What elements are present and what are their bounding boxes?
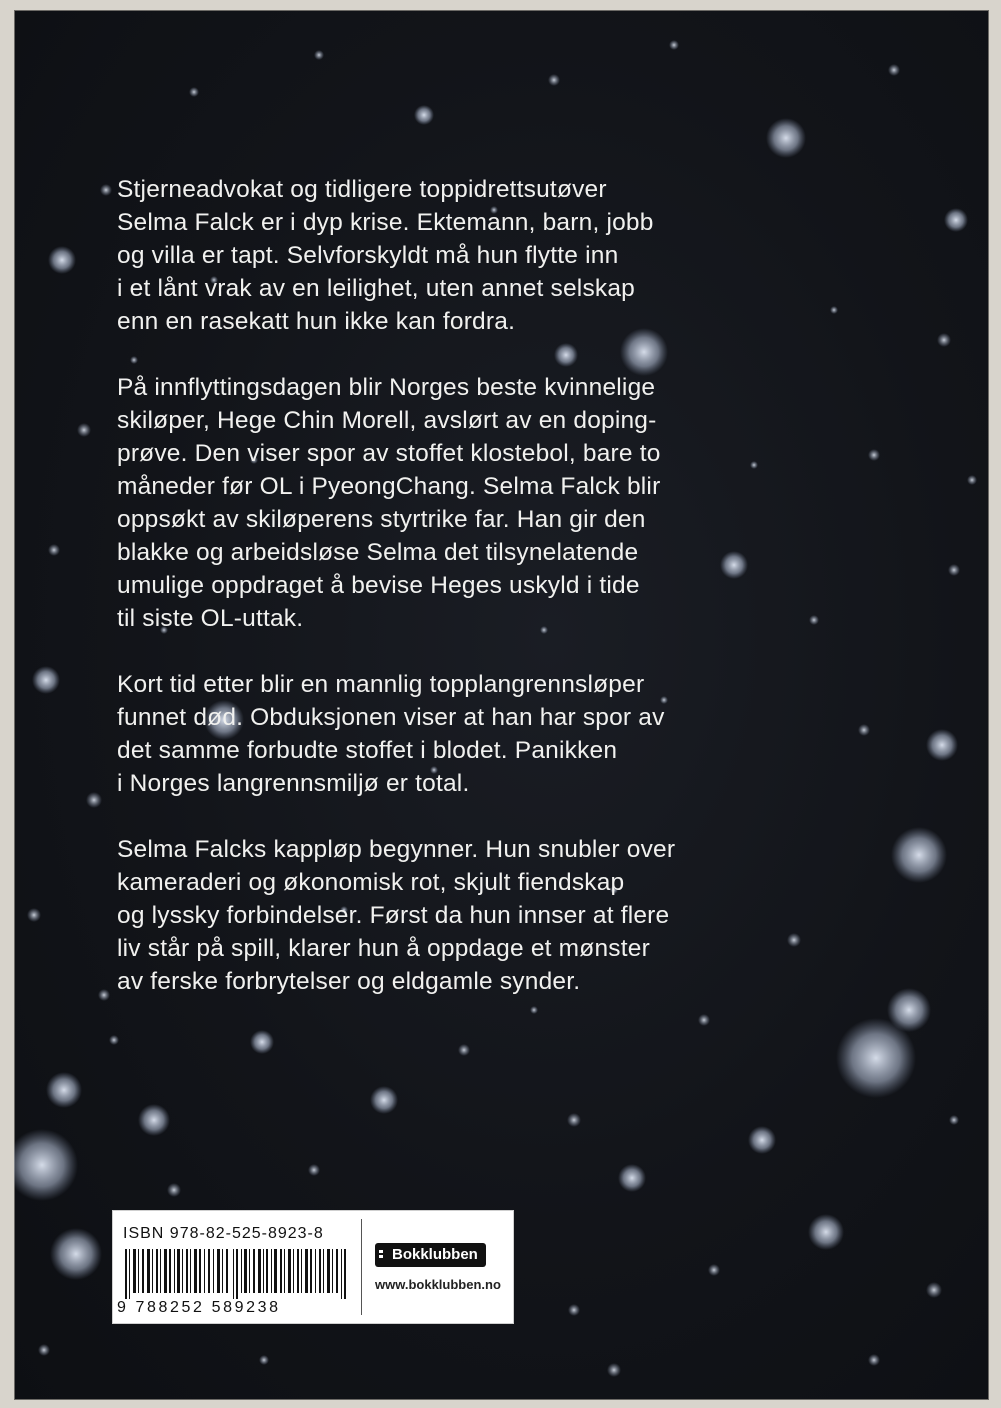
barcode-divider (361, 1219, 362, 1315)
blurb-paragraph-3: Kort tid etter blir en mannlig topplangrennsløper funnet død. Obduksjonen viser at han har spor av det samme forbudte stoffet i blodet. Panikken i Norges langrennsmiljø er total. (117, 671, 665, 797)
blurb-paragraph-4: Selma Falcks kappløp begynner. Hun snubler over kameraderi og økonomisk rot, skjult fiendskap og lyssky forbindelser. Først da hun innser at flere liv står på spill, klarer hun å oppdage et mønster av ferske forbrytelser og eldgamle synder. (117, 836, 676, 995)
barcode-label (112, 1210, 514, 1324)
cover-blurb (117, 173, 837, 1031)
barcode-bars (123, 1249, 355, 1299)
publisher-logo (375, 1243, 486, 1267)
publisher-name: Bokklubben (392, 1246, 478, 1263)
publisher-website: www.bokklubben.no (375, 1277, 501, 1292)
blurb-paragraph-1: Stjerneadvokat og tidligere toppidrettsutøver Selma Falck er i dyp krise. Ektemann, barn, jobb og villa er tapt. Selvforskyldt må hun flytte inn i et lånt vrak av en leilighet, uten annet selskap enn en rasekatt hun ikke kan fordra. (117, 176, 654, 335)
book-back-cover (14, 10, 989, 1400)
publisher-logo-icon (379, 1249, 389, 1259)
isbn-label: ISBN 978-82-525-8923-8 (123, 1225, 324, 1242)
blurb-paragraph-2: På innflyttingsdagen blir Norges beste kvinnelige skiløper, Hege Chin Morell, avslørt av en doping- prøve. Den viser spor av stoffet klostebol, bare to måneder før OL i PyeongChang. Selma Falck blir oppsøkt av skiløperens styrtrike far. Han gir den blakke og arbeidsløse Selma det tilsynelatende umulige oppdraget å bevise Heges uskyld i tide til siste OL-uttak. (117, 374, 661, 632)
barcode-digits: 9 788252 589238 (117, 1299, 281, 1316)
